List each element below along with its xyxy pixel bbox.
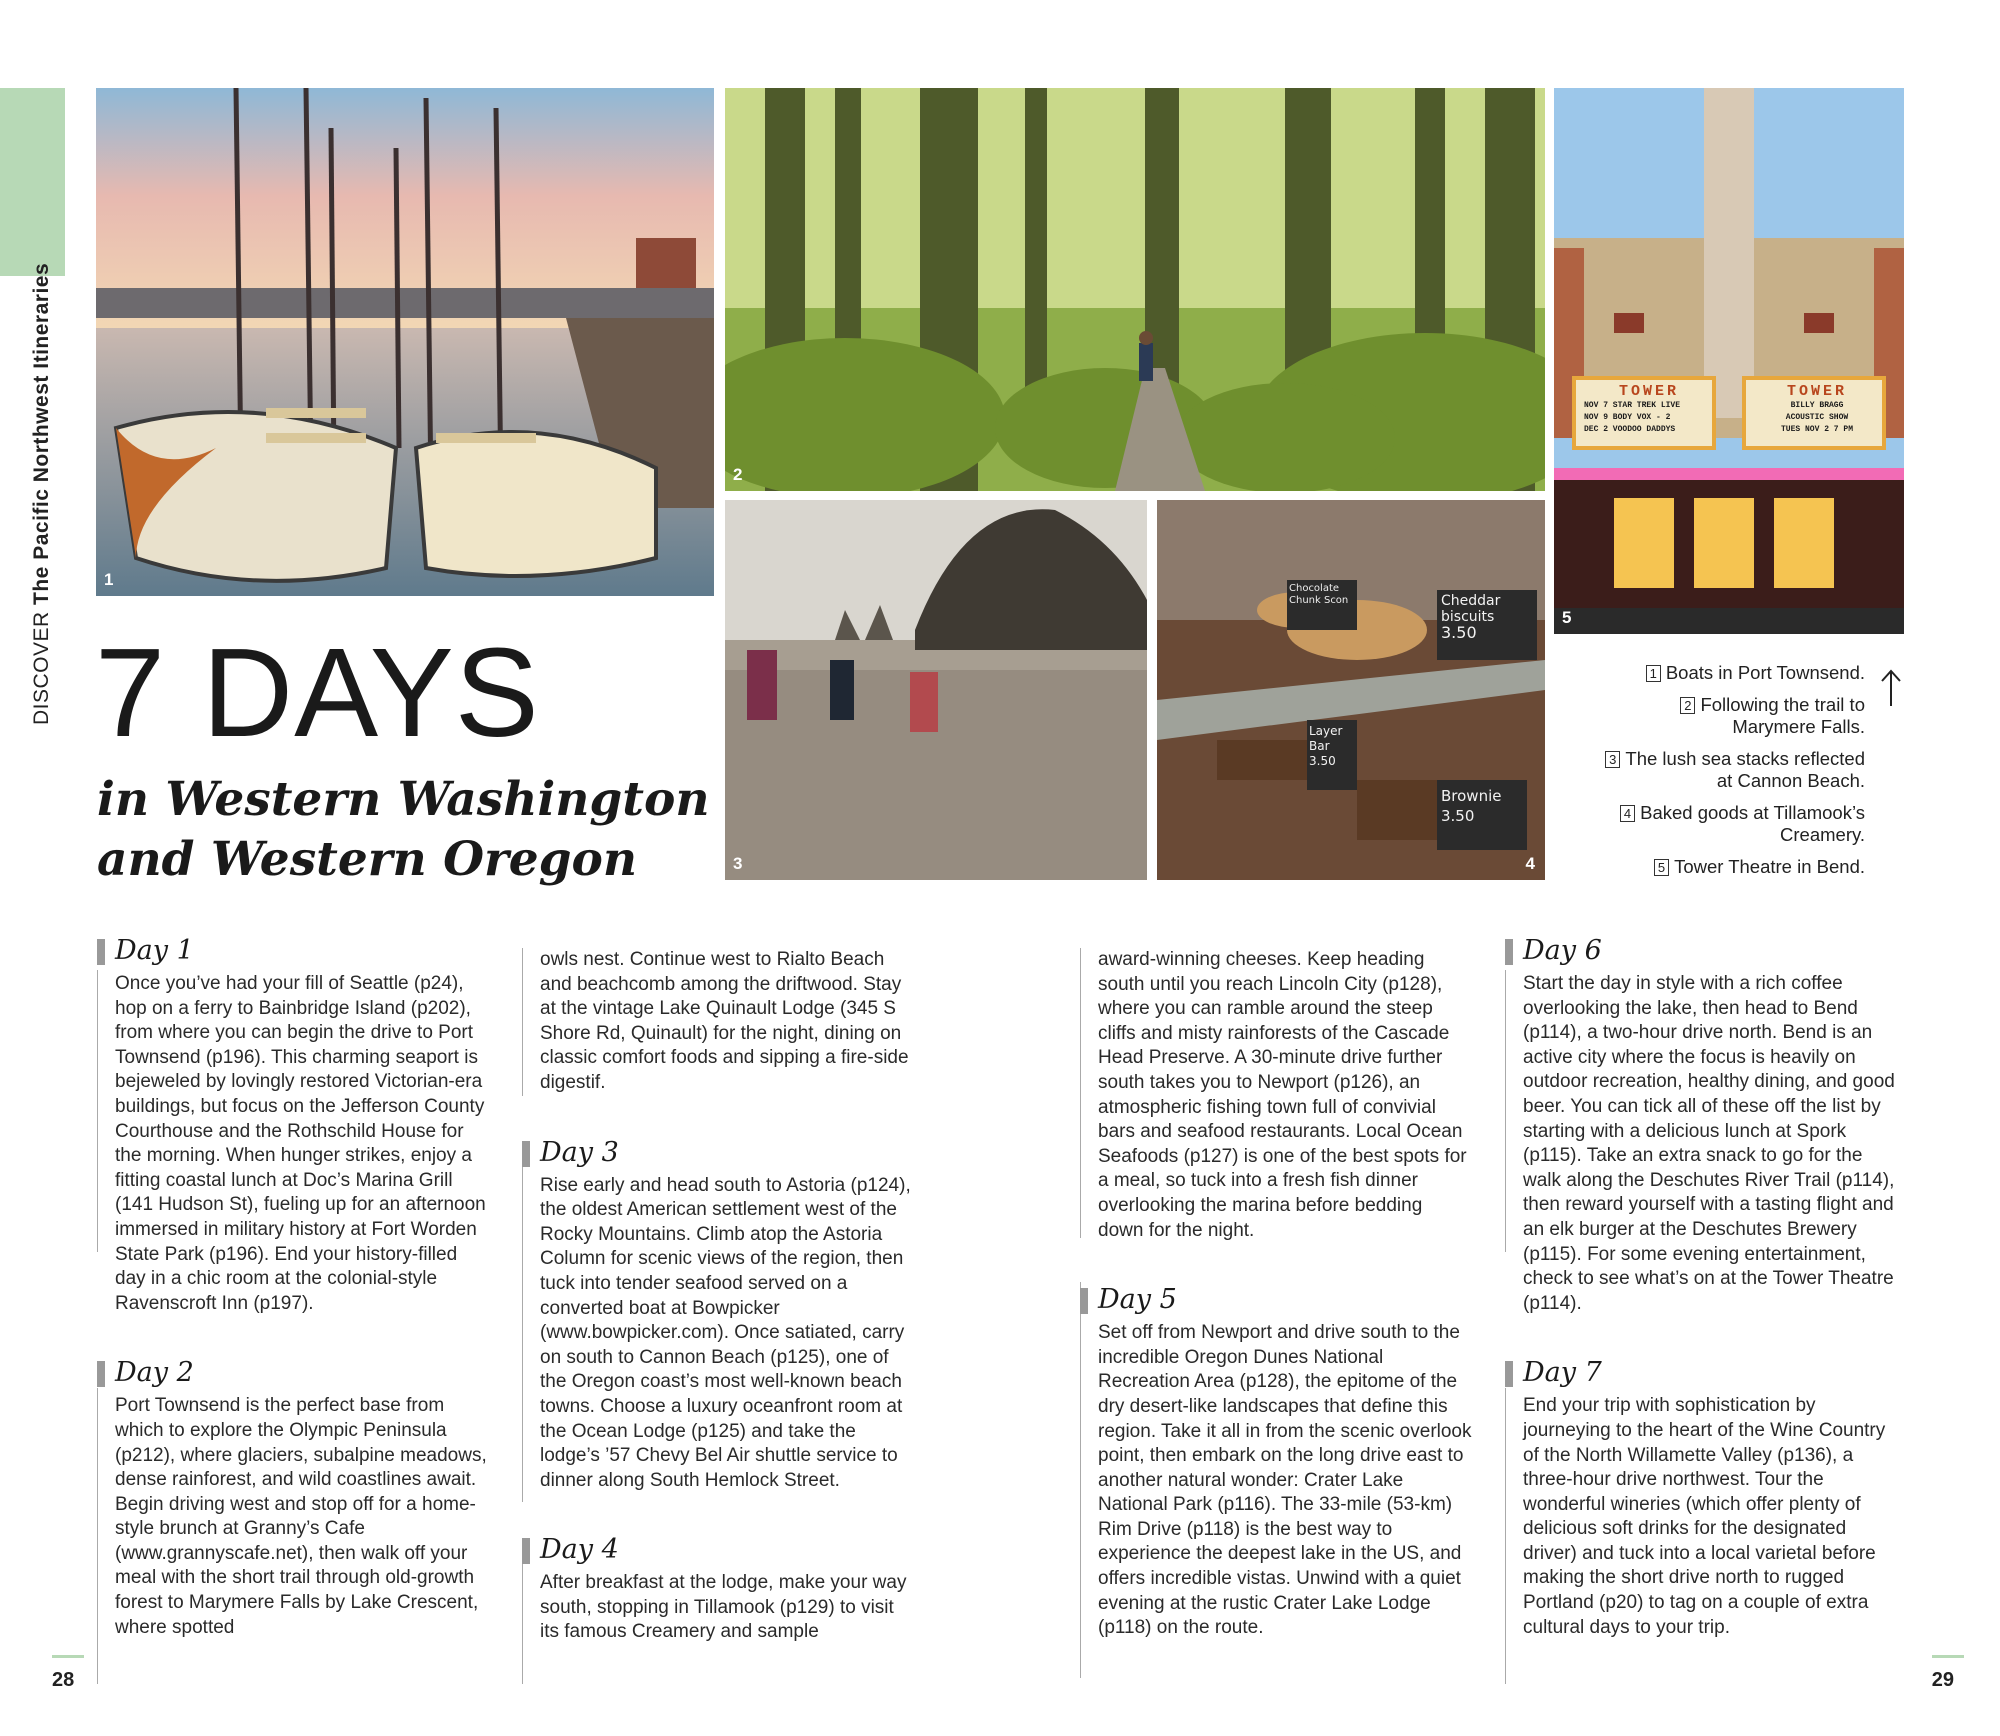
page-subtitle [97, 770, 737, 890]
caption-item [1605, 856, 1865, 878]
day-text: Start the day in style with a rich coffee overlooking the lake, then head to Bend (p114), a two-hour drive north. Bend is an active city where the focus is heavily on outdoor recreation, healthy dining, and good beer. You can tick all of these off the list by starting with a delicious lunch at Spork (p115). Take an extra snack to go for the walk along the Deschutes River Trail (p114), then reward yourself with a tasting flight and an elk burger at the Deschutes Brewery (p115). For some evening entertainment, check to see what’s on at the Tower Theatre (p114). [1523, 973, 1895, 1314]
photo-forest-trail [725, 88, 1545, 491]
day-text: End your trip with sophistication by journeying to the heart of the Wine Country of the North Willamette Valley (p136), a three-hour drive northwest. Tour the wonderful wineries (which offer plenty of delicious soft drinks for the designated driver) and tuck into a local varietal before making the short drive north to rugged Portland (p20) to tag on a couple of extra cultural days to your trip. [1523, 1395, 1886, 1638]
caption-number: 2 [1680, 697, 1695, 714]
photo-number: 4 [1525, 854, 1535, 873]
day-text: owls nest. Continue west to Rialto Beach and beachcomb among the driftwood. Stay at the vintage Lake Quinault Lodge (345 S Shore Rd, Quinault) for the night, dining on classic comfort foods and sipping a fire-side digestif. [540, 949, 909, 1093]
marquee-line: BILLY BRAGG [1790, 401, 1844, 410]
caption-item [1605, 662, 1865, 684]
marquee-line: NOV 9 BODY VOX - 2 [1584, 413, 1671, 422]
page-title: 7 DAYS [95, 622, 540, 763]
day-heading: Day 2 [115, 1358, 489, 1388]
day-heading: Day 6 [1523, 936, 1897, 966]
caption-item [1605, 694, 1865, 738]
photo-number: 5 [1562, 608, 1572, 627]
sign-layer-bar: Layer Bar [1309, 724, 1343, 753]
day-text: Set off from Newport and drive south to the incredible Oregon Dunes National Recreation Area (p128), the epitome of the dry desert-like landscapes that define this region. Take it all in from the scenic overlook point, then embark on the long drive east to another natural wonder: Crater Lake National Park (p116). The 33-mile (53-km) Rim Drive (p118) is the best way to experience the deepest lake in the US, and offers incredible vistas. Unwind with a quiet evening at the rustic Crater Lake Lodge (p118) on the route. [1098, 1322, 1472, 1639]
marquee-line: ACOUSTIC SHOW [1785, 413, 1849, 422]
caption-text: Baked goods at Tillamook’s Creamery. [1640, 802, 1865, 845]
arrow-up-icon [1880, 668, 1902, 708]
marquee-line: DEC 2 VOODOO DADDYS [1584, 425, 1676, 434]
caption-text: The lush sea stacks reflected at Cannon Beach. [1625, 748, 1865, 791]
sign-brownie: Brownie [1441, 787, 1502, 805]
photo-cannon-beach [725, 500, 1147, 880]
day-heading: Day 1 [115, 936, 489, 966]
sign-cheddar-biscuits: Cheddar biscuits [1441, 593, 1501, 625]
photo-number: 3 [733, 854, 743, 873]
text-column-1 [97, 936, 489, 1640]
marquee-line: NOV 7 STAR TREK LIVE [1584, 401, 1681, 410]
sign-layer-price: 3.50 [1309, 754, 1336, 768]
marquee-sign-left: TOWER [1618, 383, 1679, 400]
chapter-label: The Pacific Northwest Itineraries [30, 262, 53, 605]
photo-boats [96, 88, 714, 596]
caption-number: 1 [1646, 665, 1661, 682]
day-heading: Day 4 [540, 1535, 914, 1565]
caption-text: Following the trail to Marymere Falls. [1700, 694, 1865, 737]
day-text: Port Townsend is the perfect base from which to explore the Olympic Peninsula (p212), where glaciers, subalpine meadows, dense rainforest, and wild coastlines await. Begin driving west and stop off for a home-style brunch at Granny’s Cafe (www.grannyscafe.net), then walk off your meal with the short trail through old-growth forest to Marymere Falls by Lake Crescent, where spotted [115, 1395, 487, 1638]
caption-number: 3 [1605, 751, 1620, 768]
day-text: After breakfast at the lodge, make your way south, stopping in Tillamook (p129) to visit its famous Creamery and sample [540, 1572, 907, 1643]
caption-text: Boats in Port Townsend. [1665, 662, 1865, 683]
photo-captions [1605, 662, 1865, 888]
marquee-line: TUES NOV 2 7 PM [1780, 425, 1853, 434]
folio-right-text: 29 [1931, 1669, 1954, 1691]
day-heading: Day 5 [1098, 1285, 1472, 1315]
photo-number: 2 [733, 465, 743, 484]
day-heading: Day 3 [540, 1138, 914, 1168]
sign-brownie-price: 3.50 [1441, 807, 1475, 825]
marquee-sign-right: TOWER [1786, 383, 1847, 400]
subtitle-line: and Western Oregon [97, 832, 638, 887]
day-text: award-winning cheeses. Keep heading south until you reach Lincoln City (p128), where you can ramble around the steep cliffs and misty rainforests of the Cascade Head Preserve. A 30-minute drive further south takes you to Newport (p126), an atmospheric fishing town full of convivial bars and seafood restaurants. Local Ocean Seafoods (p127) is one of the best spots for a meal, so tuck into a fresh fish dinner overlooking the marina before bedding down for the night. [1098, 949, 1467, 1241]
sign-chocolate-chunk: Chocolate Chunk Scon [1289, 583, 1349, 606]
sign-cheddar-price: 3.50 [1441, 623, 1477, 642]
text-column-3 [1080, 948, 1472, 1641]
folio-left-text: 28 [52, 1669, 75, 1691]
day-text: Once you’ve had your fill of Seattle (p24), hop on a ferry to Bainbridge Island (p202), from where you can begin the drive to Port Townsend (p196). This charming seaport is bejeweled by lovingly restored Victorian-era buildings, but focus on the Jefferson County Courthouse and the Rothschild House for the morning. When hunger strikes, enjoy a fitting coastal lunch at Doc’s Marina Grill (141 Hudson St), fueling up for an afternoon immersed in military history at Fort Worden State Park (p196). End your history-filled day in a chic room at the colonial-style Ravenscroft Inn (p197). [115, 973, 486, 1314]
text-column-2 [522, 948, 914, 1645]
day-text: Rise early and head south to Astoria (p124), the oldest American settlement west of the Rocky Mountains. Climb atop the Astoria Column for scenic views of the region, then tuck into tender seafood served on a converted boat at Bowpicker (www.bowpicker.com). Once satiated, carry on south to Cannon Beach (p125), one of the Oregon coast’s most well-known beach towns. Choose a luxury oceanfront room at the Ocean Lodge (p125) and take the lodge’s ’57 Chevy Bel Air shuttle service to dinner along South Hemlock Street. [540, 1174, 911, 1491]
photo-tower-theatre [1554, 88, 1904, 634]
photo-baked-goods [1157, 500, 1545, 880]
text-column-4 [1505, 936, 1897, 1640]
subtitle-line: in Western Washington [97, 772, 710, 827]
caption-item [1605, 748, 1865, 792]
caption-number: 5 [1654, 859, 1669, 876]
caption-number: 4 [1620, 805, 1635, 822]
running-header [30, 125, 70, 725]
day-heading: Day 7 [1523, 1358, 1897, 1388]
photo-number: 1 [104, 570, 114, 589]
section-label: DISCOVER [30, 611, 53, 725]
page-number-left [52, 1669, 74, 1692]
caption-item [1605, 802, 1865, 846]
page-number-right [1932, 1669, 1954, 1692]
caption-text: Tower Theatre in Bend. [1674, 856, 1865, 877]
